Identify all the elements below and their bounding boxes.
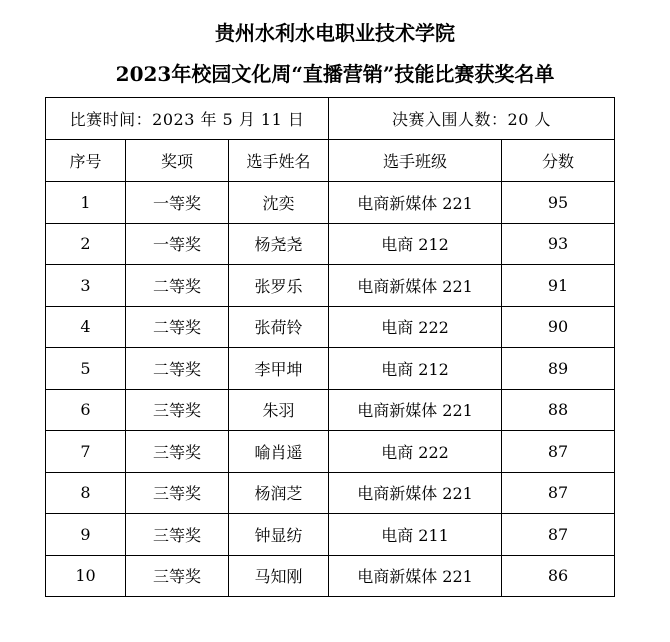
- cell-name: 钟显纺: [229, 514, 329, 556]
- table-row: [46, 306, 615, 348]
- cell-serial: 7: [46, 431, 126, 473]
- table-row: [46, 555, 615, 597]
- cell-score: 86: [502, 555, 615, 597]
- cell-class: 电商 212: [329, 348, 502, 390]
- award-list-table: [45, 97, 615, 597]
- cell-serial: 6: [46, 389, 126, 431]
- competition-info-row: [46, 98, 615, 140]
- cell-name: 朱羽: [229, 389, 329, 431]
- header-serial: 序号: [46, 140, 126, 182]
- cell-class: 电商新媒体 221: [329, 555, 502, 597]
- cell-award: 三等奖: [126, 514, 229, 556]
- cell-name: 杨润芝: [229, 472, 329, 514]
- cell-name: 沈奕: [229, 182, 329, 224]
- table-row: [46, 182, 615, 224]
- cell-name: 李甲坤: [229, 348, 329, 390]
- cell-score: 91: [502, 265, 615, 307]
- cell-serial: 8: [46, 472, 126, 514]
- table-row: [46, 348, 615, 390]
- cell-serial: 10: [46, 555, 126, 597]
- cell-award: 二等奖: [126, 306, 229, 348]
- cell-award: 二等奖: [126, 348, 229, 390]
- table-header-row: [46, 140, 615, 182]
- cell-score: 87: [502, 472, 615, 514]
- cell-score: 90: [502, 306, 615, 348]
- cell-class: 电商 222: [329, 431, 502, 473]
- cell-name: 喻肖遥: [229, 431, 329, 473]
- cell-serial: 1: [46, 182, 126, 224]
- cell-award: 一等奖: [126, 223, 229, 265]
- cell-score: 88: [502, 389, 615, 431]
- cell-serial: 2: [46, 223, 126, 265]
- table-row: [46, 514, 615, 556]
- competition-date: 比赛时间：2023 年 5 月 11 日: [46, 98, 329, 140]
- cell-class: 电商 211: [329, 514, 502, 556]
- header-award: 奖项: [126, 140, 229, 182]
- cell-serial: 5: [46, 348, 126, 390]
- table-row: [46, 265, 615, 307]
- cell-award: 三等奖: [126, 431, 229, 473]
- header-name: 选手姓名: [229, 140, 329, 182]
- finalists-count: 决赛入围人数：20 人: [329, 98, 615, 140]
- table-row: [46, 223, 615, 265]
- cell-class: 电商 212: [329, 223, 502, 265]
- cell-award: 一等奖: [126, 182, 229, 224]
- cell-name: 马知刚: [229, 555, 329, 597]
- cell-name: 杨尧尧: [229, 223, 329, 265]
- cell-name: 张荷铃: [229, 306, 329, 348]
- cell-name: 张罗乐: [229, 265, 329, 307]
- cell-score: 95: [502, 182, 615, 224]
- cell-serial: 4: [46, 306, 126, 348]
- table-row: [46, 431, 615, 473]
- cell-award: 三等奖: [126, 472, 229, 514]
- cell-award: 三等奖: [126, 389, 229, 431]
- cell-class: 电商新媒体 221: [329, 389, 502, 431]
- school-name-heading: 贵州水利水电职业技术学院: [215, 21, 455, 45]
- cell-serial: 3: [46, 265, 126, 307]
- cell-class: 电商新媒体 221: [329, 265, 502, 307]
- header-class: 选手班级: [329, 140, 502, 182]
- cell-score: 93: [502, 223, 615, 265]
- cell-class: 电商新媒体 221: [329, 182, 502, 224]
- cell-serial: 9: [46, 514, 126, 556]
- cell-score: 87: [502, 431, 615, 473]
- event-title-heading: 2023年校园文化周“直播营销”技能比赛获奖名单: [115, 62, 555, 86]
- cell-score: 89: [502, 348, 615, 390]
- cell-class: 电商 222: [329, 306, 502, 348]
- table-row: [46, 472, 615, 514]
- cell-award: 三等奖: [126, 555, 229, 597]
- table-row: [46, 389, 615, 431]
- header-score: 分数: [502, 140, 615, 182]
- cell-score: 87: [502, 514, 615, 556]
- cell-class: 电商新媒体 221: [329, 472, 502, 514]
- cell-award: 二等奖: [126, 265, 229, 307]
